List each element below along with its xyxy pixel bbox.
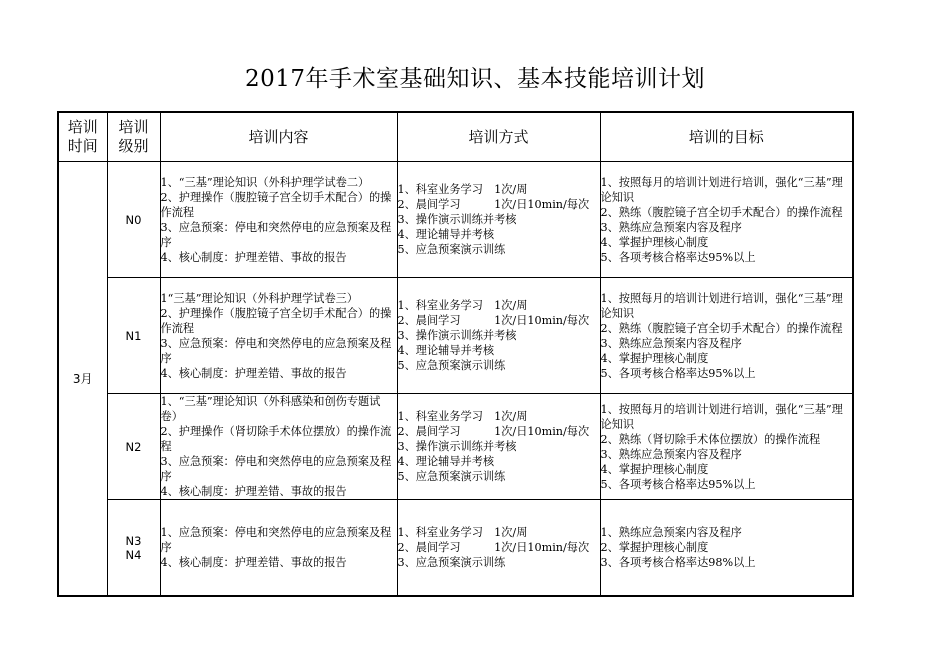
content-line: 1“三基”理论知识（外科护理学试卷三） [160,291,359,305]
content-cell [160,500,397,597]
month-cell: 3月 [58,162,107,597]
level-cell [107,278,160,394]
content-line: 1、“三基”理论知识（外科护理学试卷二） [160,175,370,189]
training-plan-table [57,111,854,597]
content-line: 2、护理操作（肾切除手术体位摆放）的操作流程 [160,425,392,453]
method-cell [397,162,600,278]
method-line: 3、操作演示训练并考核 [397,329,517,342]
content-line: 2、护理操作（腹腔镜子宫全切手术配合）的操作流程 [160,190,392,219]
goal-line: 1、按照每月的培训计划进行培训，强化“三基”理论知识 [600,291,843,320]
header-training-content: 培训内容 [160,112,397,162]
header-training-goal: 培训的目标 [600,112,853,162]
goal-line: 4、掌握护理核心制度 [600,351,709,365]
content-line: 1、应急预案：停电和突然停电的应急预案及程序 [160,526,392,554]
method-cell [397,500,600,597]
goal-line: 1、熟练应急预案内容及程序 [600,526,742,539]
content-line: 1、“三基”理论知识（外科感染和创伤专题试卷） [160,395,381,423]
level-label: N1 [125,328,142,343]
level-label: N3 [125,533,142,548]
header-training-time [58,112,107,162]
goal-line: 3、熟练应急预案内容及程序 [600,336,742,350]
method-line: 4、理论辅导并考核 [397,344,495,357]
table-row [58,500,853,597]
method-line: 5、应急预案演示训练 [397,359,506,372]
page-title: 2017年手术室基础知识、基本技能培训计划 [244,66,706,92]
method-cell [397,278,600,394]
goal-line: 3、各项考核合格率达98%以上 [600,556,756,569]
content-line: 4、核心制度：护理差错、事故的报告 [160,556,347,569]
method-line: 1、科室业务学习 1次/周 [397,299,528,312]
method-line: 4、理论辅导并考核 [397,455,495,468]
method-line: 4、理论辅导并考核 [397,228,495,241]
method-line: 5、应急预案演示训练 [397,243,506,256]
method-line: 1、科室业务学习 1次/周 [397,183,528,196]
level-label: N2 [125,439,142,454]
goal-cell [600,500,853,597]
content-line: 4、核心制度：护理差错、事故的报告 [160,250,347,264]
header-level-line: 培训 [118,118,149,136]
goal-line: 2、熟练（腹腔镜子宫全切手术配合）的操作流程 [600,321,843,335]
method-line: 1、科室业务学习 1次/周 [397,526,528,539]
goal-line: 4、掌握护理核心制度 [600,462,709,476]
goal-cell [600,278,853,394]
table-row [58,278,853,394]
content-line: 2、护理操作（腹腔镜子宫全切手术配合）的操作流程 [160,306,392,335]
method-line: 5、应急预案演示训练 [397,470,506,483]
method-line: 3、操作演示训练并考核 [397,213,517,226]
method-line: 2、晨间学习 1次/日10min/每次 [397,425,590,438]
method-line: 3、应急预案演示训练 [397,556,506,569]
table-row [58,162,853,278]
goal-cell [600,394,853,500]
goal-line: 2、熟练（肾切除手术体位摆放）的操作流程 [600,432,821,446]
goal-line: 5、各项考核合格率达95%以上 [600,366,756,380]
content-cell [160,278,397,394]
method-line: 2、晨间学习 1次/日10min/每次 [397,314,590,327]
header-training-level [107,112,160,162]
level-label: N0 [125,212,142,227]
header-row [58,112,853,162]
header-training-method: 培训方式 [397,112,600,162]
content-line: 3、应急预案：停电和突然停电的应急预案及程序 [160,336,392,365]
goal-line: 3、熟练应急预案内容及程序 [600,447,742,461]
goal-line: 1、按照每月的培训计划进行培训，强化“三基”理论知识 [600,175,843,204]
table-row [58,394,853,500]
content-line: 4、核心制度：护理差错、事故的报告 [160,485,347,498]
goal-line: 5、各项考核合格率达95%以上 [600,250,756,264]
content-cell [160,162,397,278]
method-cell [397,394,600,500]
level-cell [107,394,160,500]
goal-cell [600,162,853,278]
method-line: 1、科室业务学习 1次/周 [397,410,528,423]
level-cell [107,500,160,597]
method-line: 3、操作演示训练并考核 [397,440,517,453]
method-line: 2、晨间学习 1次/日10min/每次 [397,198,590,211]
goal-line: 1、按照每月的培训计划进行培训，强化“三基”理论知识 [600,402,843,431]
goal-line: 2、掌握护理核心制度 [600,541,709,554]
content-cell [160,394,397,500]
content-line: 3、应急预案：停电和突然停电的应急预案及程序 [160,455,392,483]
level-cell [107,162,160,278]
level-label: N4 [125,547,142,562]
goal-line: 5、各项考核合格率达95%以上 [600,477,756,491]
method-line: 2、晨间学习 1次/日10min/每次 [397,541,590,554]
header-level-line: 级别 [118,137,149,155]
header-time-line: 时间 [67,137,98,155]
content-line: 3、应急预案：停电和突然停电的应急预案及程序 [160,220,392,249]
header-time-line: 培训 [67,118,98,136]
goal-line: 3、熟练应急预案内容及程序 [600,220,742,234]
goal-line: 2、熟练（腹腔镜子宫全切手术配合）的操作流程 [600,205,843,219]
goal-line: 4、掌握护理核心制度 [600,235,709,249]
content-line: 4、核心制度：护理差错、事故的报告 [160,366,347,380]
